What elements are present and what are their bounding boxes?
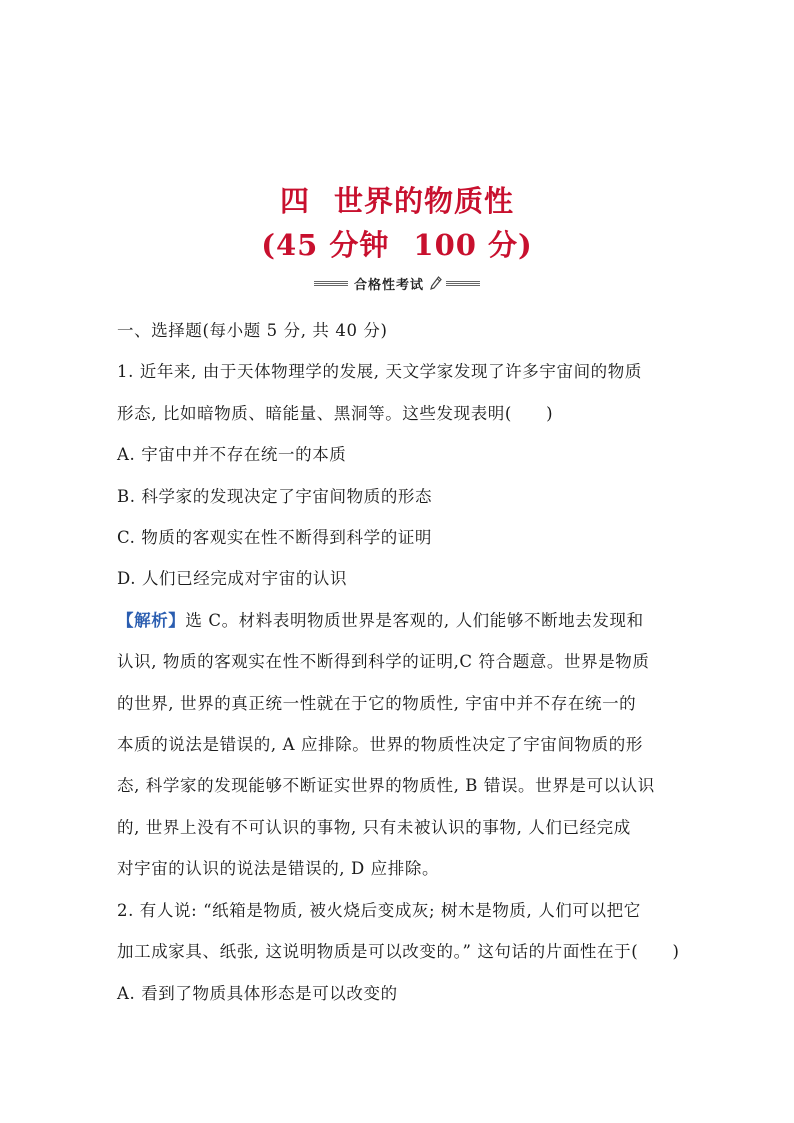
question-1-analysis-line-6: 的, 世界上没有不可认识的事物, 只有未被认识的事物, 人们已经完成 [117, 817, 631, 837]
question-1-analysis-line-5: 态, 科学家的发现能够不断证实世界的物质性, B 错误。世界是可以认识 [117, 776, 655, 796]
chapter-title [0, 182, 794, 220]
question-1-analysis-line-4: 本质的说法是错误的, A 应排除。世界的物质性决定了宇宙间物质的形 [117, 735, 643, 755]
question-1-analysis-line-2: 认识, 物质的客观实在性不断得到科学的证明,C 符合题意。世界是物质 [117, 652, 650, 672]
exam-type-banner [0, 272, 794, 294]
chapter-subtitle [0, 226, 794, 264]
question-1 [117, 351, 687, 889]
banner-right-rule [446, 281, 480, 286]
question-2-option-a: A. 看到了物质具体形态是可以改变的 [117, 983, 398, 1003]
question-1-option-a: A. 宇宙中并不存在统一的本质 [117, 445, 347, 465]
banner-left-rule [314, 281, 348, 286]
analysis-tag: 【解析】 [117, 610, 186, 630]
question-2-stem-line-1: 2. 有人说: “纸箱是物质, 被火烧后变成灰; 树木是物质, 人们可以把它 [117, 900, 641, 920]
chapter-number: 四 [279, 184, 310, 218]
question-1-option-d: D. 人们已经完成对宇宙的认识 [117, 569, 348, 589]
pencil-icon [430, 276, 442, 290]
question-2-stem-line-2: 加工成家具、纸张, 这说明物质是可以改变的。” 这句话的片面性在于( ) [117, 942, 680, 962]
question-body [117, 310, 687, 1014]
question-1-analysis-line-7: 对宇宙的认识的说法是错误的, D 应排除。 [117, 859, 440, 879]
question-1-option-c: C. 物质的客观实在性不断得到科学的证明 [117, 528, 433, 548]
time-limit: (45 分钟 [261, 228, 390, 262]
total-score: 100 分) [413, 228, 533, 262]
question-1-stem-line-2: 形态, 比如暗物质、暗能量、黑洞等。这些发现表明( ) [117, 403, 554, 423]
question-1-analysis-line-3: 的世界, 世界的真正统一性就在于它的物质性, 宇宙中并不存在统一的 [117, 693, 637, 713]
banner-label: 合格性考试 [353, 277, 424, 293]
chapter-name: 世界的物质性 [334, 184, 515, 218]
question-1-analysis-line-1 [117, 600, 687, 641]
question-1-stem-line-1: 1. 近年来, 由于天体物理学的发展, 天文学家发现了许多宇宙间的物质 [117, 362, 642, 382]
question-2 [117, 890, 687, 1014]
section-heading: 一、选择题(每小题 5 分, 共 40 分) [117, 321, 388, 340]
question-1-option-b: B. 科学家的发现决定了宇宙间物质的形态 [117, 486, 433, 506]
analysis-text: 选 C。材料表明物质世界是客观的, 人们能够不断地去发现和 [185, 610, 644, 630]
